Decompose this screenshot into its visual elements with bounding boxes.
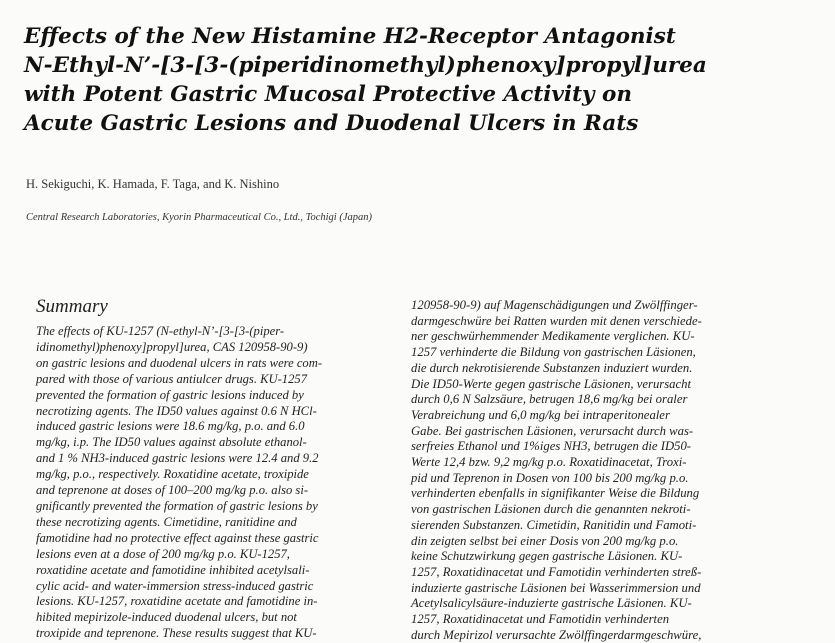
- german-line: din zeigten selbst bei einer Dosis von 200 mg/kg p.o.: [411, 533, 679, 548]
- summary-text: [36, 324, 386, 642]
- german-line: 120958-90-9) auf Magenschädigungen und Zwölffinger-: [411, 298, 698, 312]
- summary-line: and teprenone at doses of 100–200 mg/kg p.o. also si-: [36, 483, 309, 498]
- german-line: pid und Teprenon in Dosen von 100 bis 200 mg/kg p.o.: [411, 470, 689, 485]
- summary-line: The effects of KU-1257 (N-ethyl-N’-[3-[3-(piper-: [36, 324, 285, 338]
- summary-heading: Summary: [36, 296, 108, 317]
- german-line: Werte 12,4 bzw. 9,2 mg/kg p.o. Roxatidinacetat, Troxi-: [411, 455, 687, 470]
- summary-line: famotidine had no protective effect against these gastric: [36, 530, 319, 545]
- german-line: sierenden Substanzen. Cimetidin, Ranitidin und Famoti-: [411, 517, 697, 532]
- german-line: 1257, Roxatidinacetat und Famotidin verhinderten: [411, 612, 670, 627]
- german-line: Verabreichung und 6,0 mg/kg bei intraperitonealer: [411, 407, 670, 422]
- summary-line: mg/kg, i.p. The ID50 values against absolute ethanol-: [36, 435, 307, 450]
- german-line: 1257, Roxatidinacetat und Famotidin verhinderten streß-: [411, 564, 702, 579]
- summary-line: idinomethyl)phenoxy]propyl]urea, CAS 120958-90-9): [36, 339, 308, 354]
- german-line: keine Schutzwirkung gegen gastrische Läsionen. KU-: [411, 549, 683, 564]
- paper-title: [24, 22, 814, 138]
- german-line: Gabe. Bei gastrischen Läsionen, verursacht durch was-: [411, 423, 694, 438]
- title-line: Effects of the New Histamine H2-Receptor Antagonist: [24, 24, 676, 49]
- summary-line: hibited mepirizole-induced duodenal ulcers, but not: [36, 610, 297, 625]
- summary-line: these necrotizing agents. Cimetidine, ranitidine and: [36, 514, 297, 529]
- german-line: ner geschwürhemmender Medikamente verglichen. KU-: [411, 329, 695, 344]
- summary-line: lesions even at a dose of 200 mg/kg p.o. KU-1257,: [36, 546, 290, 561]
- affiliation: Central Research Laboratories, Kyorin Pharmaceutical Co., Ltd., Tochigi (Japan): [26, 212, 372, 223]
- summary-line: mg/kg, p.o., respectively. Roxatidine acetate, troxipide: [36, 467, 309, 482]
- german-line: die durch nekrotisierende Substanzen induziert wurden.: [411, 360, 693, 375]
- german-line: Acetylsalicylsäure-induzierte gastrische Läsionen. KU-: [411, 596, 692, 611]
- german-line: 1257 verhinderte die Bildung von gastrischen Läsionen,: [411, 345, 696, 360]
- german-line: Die ID50-Werte gegen gastrische Läsionen, verursacht: [411, 376, 692, 391]
- german-summary-column: [411, 298, 783, 643]
- summary-line: gnificantly prevented the formation of gastric lesions by: [36, 498, 318, 513]
- summary-line: lesions. KU-1257, roxatidine acetate and famotidine in-: [36, 594, 318, 609]
- german-line: von gastrischen Läsionen durch die genannten nekroti-: [411, 502, 691, 517]
- summary-line: induced gastric lesions were 18.6 mg/kg, p.o. and 6.0: [36, 419, 305, 434]
- german-line: durch 0,6 N Salzsäure, betrugen 18,6 mg/kg bei oraler: [411, 392, 688, 407]
- summary-line: necrotizing agents. The ID50 values against 0.6 N HCl-: [36, 403, 317, 418]
- summary-column: [36, 296, 386, 642]
- title-line: N-Ethyl-N’-[3-[3-(piperidinomethyl)phenoxy]propyl]urea: [24, 53, 707, 78]
- german-line: durch Mepirizol verursachte Zwölffingerdarmgeschwüre,: [411, 627, 702, 642]
- german-line: verhinderten ebenfalls in signifikanter Weise die Bildung: [411, 486, 700, 501]
- summary-line: roxatidine acetate and famotidine inhibited acetylsali-: [36, 562, 310, 577]
- summary-line: and 1 % NH3-induced gastric lesions were 12.4 and 9.2: [36, 451, 319, 466]
- german-line: serfreies Ethanol und 1%iges NH3, betrugen die ID50-: [411, 439, 692, 454]
- title-line: with Potent Gastric Mucosal Protective Activity on: [24, 82, 632, 107]
- summary-line: cylic acid- and water-immersion stress-induced gastric: [36, 578, 314, 593]
- summary-line: troxipide and teprenone. These results suggest that KU-: [36, 626, 317, 641]
- author-list: H. Sekiguchi, K. Hamada, F. Taga, and K. Nishino: [26, 177, 280, 191]
- title-line: Acute Gastric Lesions and Duodenal Ulcers in Rats: [24, 111, 639, 136]
- german-line: induzierte gastrische Läsionen bei Wasserimmersion und: [411, 580, 701, 595]
- german-line: darmgeschwüre bei Ratten wurden mit denen verschiede-: [411, 313, 702, 328]
- summary-line: pared with those of various antiulcer drugs. KU-1257: [36, 371, 307, 386]
- summary-line: on gastric lesions and duodenal ulcers in rats were com-: [36, 355, 323, 370]
- summary-line: prevented the formation of gastric lesions induced by: [36, 387, 304, 402]
